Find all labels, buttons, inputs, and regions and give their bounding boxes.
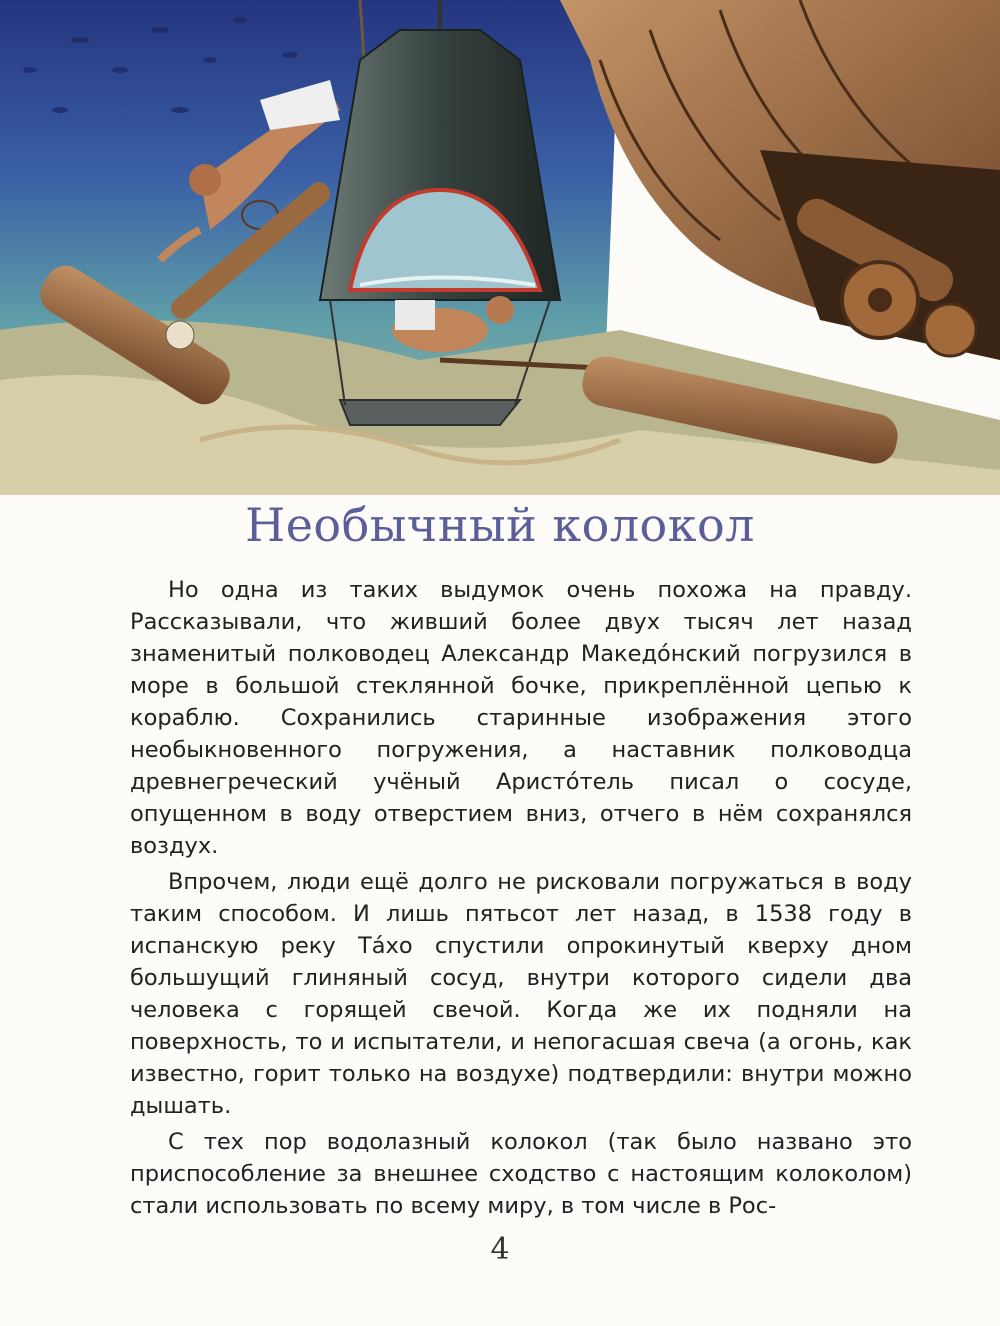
page-title: Необычный колокол bbox=[245, 498, 755, 552]
paragraph-1: Но одна из таких выдумок очень похожа на правду. Рассказывали, что живший более двух тысяч лет назад знаменитый полководец Александр Македóнский погрузился в море в большой стеклянной бочке, прикреплённой цепью к кораблю. Сохранились старинные изображения этого необыкновенного погружения, а наставник полководца древнегреческий учёный Аристóтель писал о сосуде, опущенном в воду отверстием вниз, отчего в нём сохранялся воздух. bbox=[130, 577, 912, 859]
diving-bell-illustration bbox=[0, 0, 1000, 495]
paragraph-2: Впрочем, люди ещё долго не рисковали погружаться в воду таким способом. И лишь пятьсот лет назад, в 1538 году в испанскую реку Тáхо спустили опрокинутый кверху дном большущий глиняный сосуд, внутри которого сидели два человека с горящей свечой. Когда же их подняли на поверхность, то и испытатели, и непогасшая свеча (а огонь, как известно, горит только на воздухе) подтвердили: внутри можно дышать. bbox=[130, 869, 912, 1119]
page-number: 4 bbox=[490, 1232, 510, 1267]
paragraph-3: С тех пор водолазный колокол (так было названо это приспособление за внешнее сходство с настоящим колоколом) стали использовать по всему миру, в том числе в Рос- bbox=[130, 1129, 912, 1219]
article-body bbox=[130, 574, 912, 1226]
